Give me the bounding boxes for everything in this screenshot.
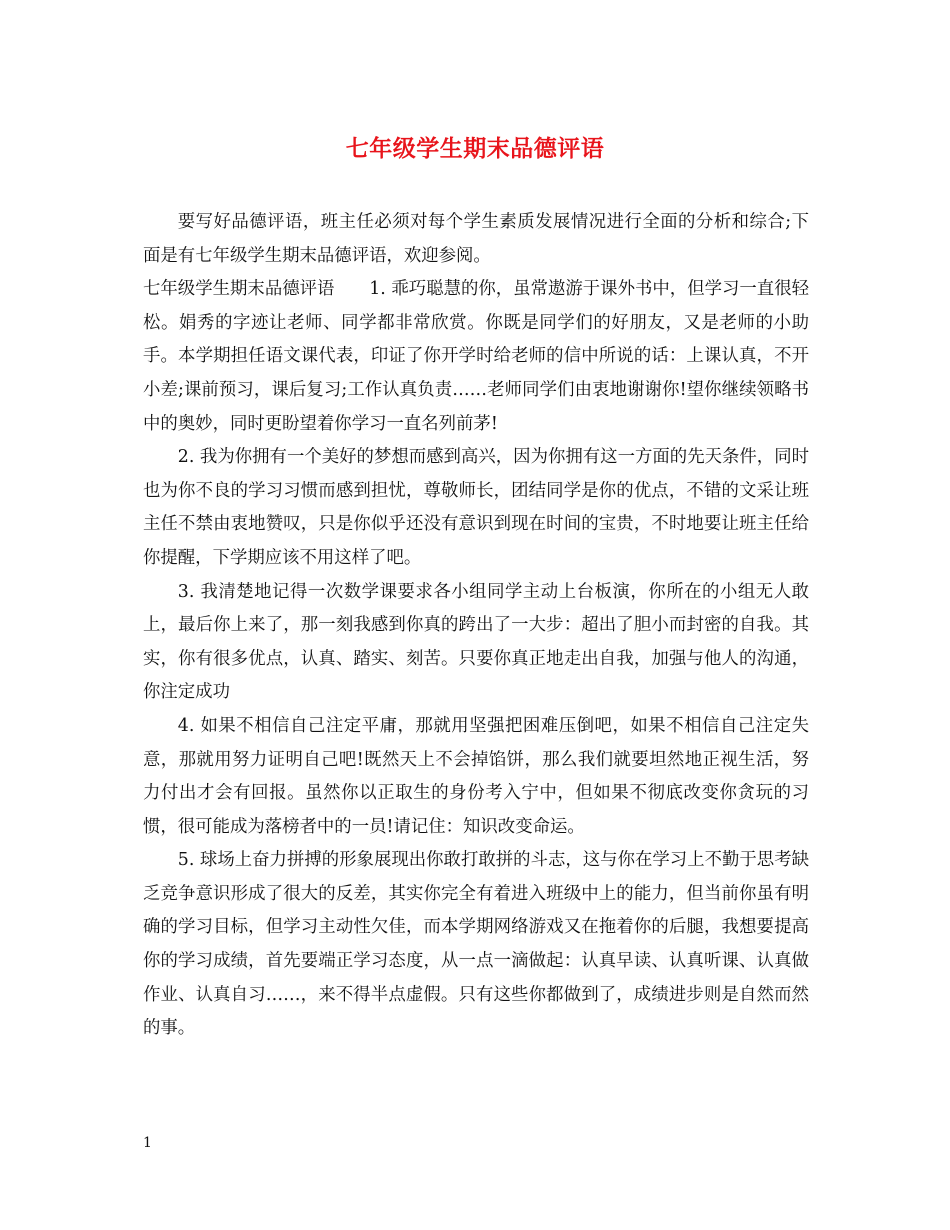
comment-paragraph-2: 2. 我为你拥有一个美好的梦想而感到高兴，因为你拥有这一方面的先天条件，同时也为你不良的学习习惯而感到担忧，尊敬师长，团结同学是你的优点，不错的文采让班主任不禁由衷地赞叹，只是你似乎还没有意识到现在时间的宝贵，不时地要让班主任给你提醒，下学期应该不用这样了吧。 [143, 447, 809, 568]
page-number: 1 [143, 1135, 152, 1151]
document-title: 七年级学生期末品德评语 [345, 135, 605, 162]
comment-paragraph-5: 5. 球场上奋力拼搏的形象展现出你敢打敢拼的斗志，这与你在学习上不勤于思考缺乏竞争意识形成了很大的反差，其实你完全有着进入班级中上的能力，但当前你虽有明确的学习目标，但学习主动性欠佳，而本学期网络游戏又在拖着你的后腿，我想要提高你的学习成绩，首先要端正学习态度，从一点一滴做起：认真早读、认真听课、认真做作业、认真自习……，来不得半点虚假。只有这些你都做到了，成绩进步则是自然而然的事。 [143, 850, 809, 1039]
intro-paragraph: 要写好品德评语，班主任必须对每个学生素质发展情况进行全面的分析和综合;下面是有七年级学生期末品德评语，欢迎参阅。 [143, 212, 809, 266]
document-body [143, 206, 809, 1046]
comment-paragraph-3: 3. 我清楚地记得一次数学课要求各小组同学主动上台板演，你所在的小组无人敢上，最后你上来了，那一刻我感到你真的跨出了一大步：超出了胆小而封密的自我。其实，你有很多优点，认真、踏实、刻苦。只要你真正地走出自我，加强与他人的沟通，你注定成功 [143, 581, 809, 703]
comment-paragraph-1: 七年级学生期末品德评语 1. 乖巧聪慧的你，虽常遨游于课外书中，但学习一直很轻松。娟秀的字迹让老师、同学都非常欣赏。你既是同学们的好朋友，又是老师的小助手。本学期担任语文课代表，印证了你开学时给老师的信中所说的话：上课认真，不开小差;课前预习，课后复习;工作认真负责……老师同学们由衷地谢谢你!望你继续领略书中的奥妙，同时更盼望着你学习一直名列前茅! [143, 279, 809, 434]
comment-paragraph-4: 4. 如果不相信自己注定平庸，那就用坚强把困难压倒吧，如果不相信自己注定失意，那就用努力证明自己吧!既然天上不会掉馅饼，那么我们就要坦然地正视生活，努力付出才会有回报。虽然你以正取生的身份考入宁中，但如果不彻底改变你贪玩的习惯，很可能成为落榜者中的一员!请记住：知识改变命运。 [143, 715, 809, 837]
